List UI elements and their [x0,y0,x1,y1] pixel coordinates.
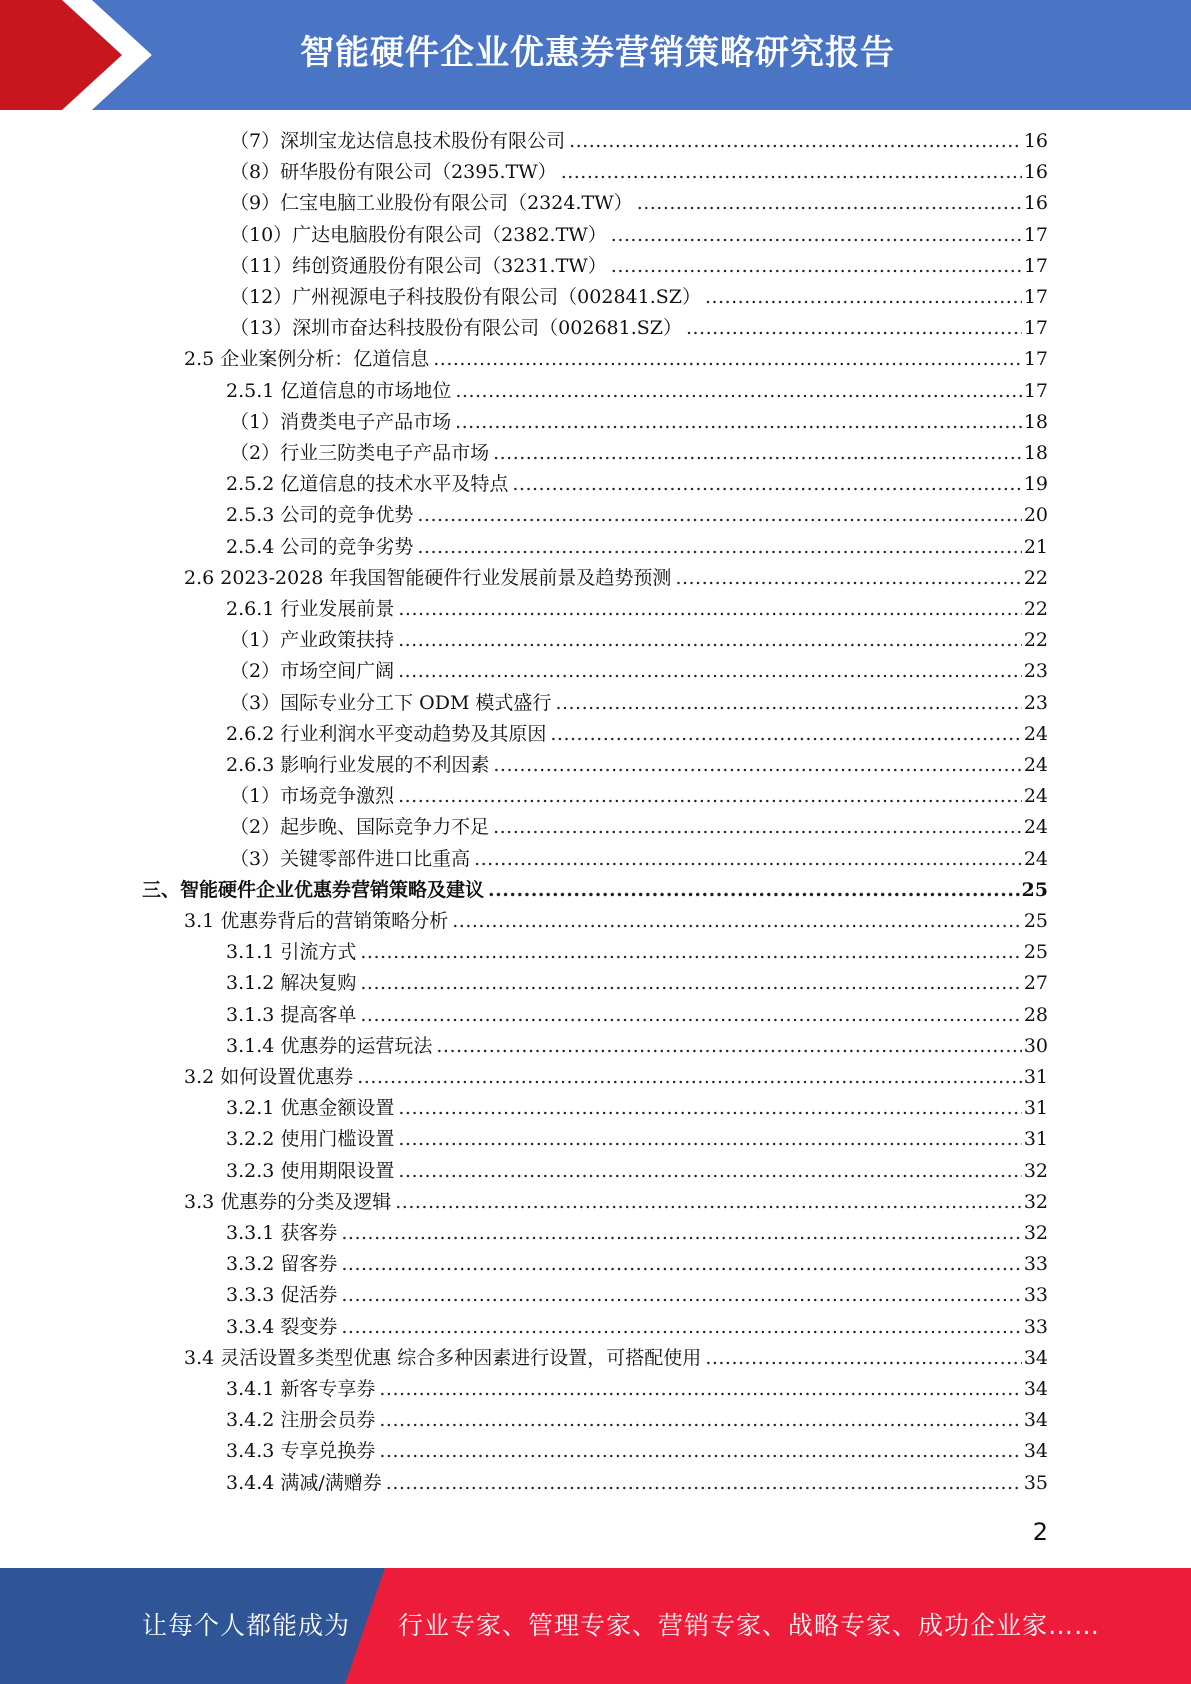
toc-entry[interactable] [226,1280,1048,1311]
toc-entry-label: （3）关键零部件进口比重高 [230,847,471,870]
toc-leader-dots [398,781,1022,812]
toc-entry-page: 24 [1023,785,1048,808]
toc-entry[interactable] [226,1093,1048,1124]
toc-entry-page: 30 [1023,1034,1048,1057]
toc-entry[interactable] [226,1000,1048,1031]
footer-slogan-right: 行业专家、管理专家、营销专家、战略专家、成功企业家…… [398,1611,1101,1640]
toc-entry-page: 24 [1023,816,1048,839]
toc-entry-label: 3.2.2 使用门槛设置 [226,1128,395,1151]
toc-entry-page: 33 [1023,1315,1048,1338]
toc-leader-dots [455,407,1022,438]
toc-entry[interactable] [230,251,1048,282]
toc-leader-dots [360,937,1021,968]
toc-entry-label: （12）广州视源电子科技股份有限公司（002841.SZ） [230,286,701,308]
toc-leader-dots [452,906,1022,937]
toc-entry-page: 17 [1023,317,1048,340]
toc-entry[interactable] [230,812,1048,843]
toc-entry-page: 25 [1023,941,1048,964]
toc-entry-label: （8）研华股份有限公司（2395.TW） [230,161,557,184]
toc-entry-label: 2.6.1 行业发展前景 [226,598,395,620]
toc-leader-dots [637,188,1022,219]
toc-entry[interactable] [230,220,1048,251]
toc-leader-dots [357,1062,1022,1093]
toc-entry-label: 2.5.1 亿道信息的市场地位 [226,379,452,402]
toc-leader-dots [379,1436,1021,1467]
toc-entry[interactable] [226,532,1048,563]
toc-entry-label: 2.5.4 公司的竞争劣势 [226,535,414,558]
page-footer [0,1568,1191,1684]
toc-entry[interactable] [184,1062,1048,1093]
toc-leader-dots [705,1343,1022,1374]
toc-leader-dots [555,688,1021,719]
toc-leader-dots [493,438,1022,469]
toc-leader-dots [512,469,1021,500]
toc-entry[interactable] [230,688,1048,719]
toc-entry-label: （11）纬创资通股份有限公司（3231.TW） [230,254,607,277]
toc-leader-dots [398,656,1022,687]
toc-entry-page: 19 [1023,473,1048,496]
red-chevron-icon [0,0,160,110]
toc-entry-page: 25 [1023,910,1048,932]
toc-entry[interactable] [230,282,1048,313]
toc-entry-label: 3.3.1 获客券 [226,1222,338,1244]
toc-entry[interactable] [226,594,1048,625]
toc-entry[interactable] [230,438,1048,469]
toc-entry[interactable] [184,344,1048,375]
toc-leader-dots [398,1156,1021,1187]
toc-leader-dots [493,812,1022,843]
toc-leader-dots [569,126,1022,157]
toc-entry-page: 20 [1023,504,1048,527]
toc-entry[interactable] [226,1436,1048,1467]
toc-entry[interactable] [226,1374,1048,1405]
toc-entry-label: （1）消费类电子产品市场 [230,410,452,433]
toc-leader-dots [386,1468,1022,1499]
toc-leader-dots [436,1031,1021,1062]
toc-entry-page: 16 [1023,161,1048,184]
toc-entry-page: 33 [1023,1253,1048,1276]
toc-entry-page: 34 [1023,1346,1048,1369]
toc-entry-label: （9）仁宝电脑工业股份有限公司（2324.TW） [230,192,633,215]
toc-entry-label: 3.3.4 裂变券 [226,1315,338,1338]
toc-entry-page: 27 [1023,972,1048,995]
page-number: 2 [1032,1518,1048,1546]
toc-leader-dots [493,750,1021,781]
toc-entry[interactable] [230,126,1048,157]
toc-entry-page: 18 [1023,410,1048,433]
toc-entry[interactable] [230,781,1048,812]
toc-entry-label: 2.6.3 影响行业发展的不利因素 [226,754,490,776]
toc-leader-dots [398,1093,1021,1124]
toc-entry[interactable] [226,1218,1048,1249]
toc-entry-page: 22 [1023,629,1048,652]
toc-entry-page: 28 [1023,1003,1048,1026]
toc-entry-label: 3.4 灵活设置多类型优惠 综合多种因素进行设置，可搭配使用 [184,1346,702,1369]
toc-entry-page: 17 [1023,286,1048,308]
toc-entry-label: 3.4.1 新客专享券 [226,1378,376,1400]
toc-entry[interactable] [230,188,1048,219]
toc-entry-page: 31 [1023,1097,1048,1120]
toc-entry-label: 三、智能硬件企业优惠券营销策略及建议 [142,878,485,901]
toc-entry-page: 22 [1023,598,1048,620]
toc-entry-page: 31 [1023,1066,1048,1088]
toc-leader-dots [474,844,1022,875]
toc-entry-page: 35 [1023,1471,1048,1494]
toc-entry-page: 18 [1023,442,1048,464]
toc-entry[interactable] [226,469,1048,500]
toc-leader-dots [341,1249,1021,1280]
toc-entry-label: （13）深圳市奋达科技股份有限公司（002681.SZ） [230,317,682,340]
toc-entry-label: 3.2.3 使用期限设置 [226,1159,395,1182]
toc-entry[interactable] [226,937,1048,968]
toc-entry[interactable] [142,875,1048,906]
toc-leader-dots [488,875,1020,906]
toc-entry-label: 2.5.3 公司的竞争优势 [226,504,414,527]
toc-leader-dots [433,344,1022,375]
toc-leader-dots [398,594,1021,625]
toc-entry[interactable] [226,1468,1048,1499]
toc-leader-dots [398,1124,1021,1155]
toc-entry-page: 23 [1023,691,1048,714]
toc-leader-dots [455,376,1021,407]
toc-entry-page: 23 [1023,660,1048,683]
toc-entry[interactable] [226,1031,1048,1062]
toc-entry-page: 34 [1023,1378,1048,1400]
toc-entry-label: （3）国际专业分工下 ODM 模式盛行 [230,691,552,714]
report-title: 智能硬件企业优惠券营销策略研究报告 [300,33,895,73]
toc-entry-page: 25 [1021,878,1048,901]
toc-entry-label: 3.1.1 引流方式 [226,941,357,964]
toc-entry-label: 3.1.4 优惠券的运营玩法 [226,1034,433,1057]
toc-entry-label: 3.1.3 提高客单 [226,1003,357,1026]
toc-entry-label: 2.5 企业案例分析：亿道信息 [184,348,430,371]
toc-entry-page: 17 [1023,254,1048,277]
toc-entry[interactable] [226,1124,1048,1155]
toc-entry[interactable] [226,750,1048,781]
toc-entry-label: 3.4.3 专享兑换券 [226,1440,376,1463]
toc-entry-page: 34 [1023,1440,1048,1463]
toc-entry[interactable] [226,376,1048,407]
toc-leader-dots [395,1187,1022,1218]
toc-leader-dots [611,251,1022,282]
toc-entry-page: 32 [1023,1159,1048,1182]
toc-entry-label: 3.2.1 优惠金额设置 [226,1097,395,1120]
toc-leader-dots [341,1218,1021,1249]
toc-entry-label: （1）市场竞争激烈 [230,785,395,808]
toc-entry[interactable] [226,1405,1048,1436]
toc-entry-page: 22 [1023,566,1048,589]
toc-leader-dots [379,1374,1021,1405]
page-header [0,0,1191,110]
toc-leader-dots [379,1405,1021,1436]
toc-entry-label: （2）市场空间广阔 [230,660,395,683]
toc-entry[interactable] [230,656,1048,687]
toc-leader-dots [417,532,1021,563]
toc-leader-dots [360,968,1021,999]
toc-entry-label: 3.2 如何设置优惠券 [184,1066,354,1088]
toc-leader-dots [341,1312,1021,1343]
toc-entry-label: 3.4.2 注册会员券 [226,1409,376,1432]
toc-leader-dots [417,500,1021,531]
toc-leader-dots [611,220,1022,251]
toc-entry-label: （2）起步晚、国际竞争力不足 [230,816,490,839]
toc-entry[interactable] [230,157,1048,188]
toc-entry-page: 32 [1023,1222,1048,1244]
toc-entry[interactable] [226,1156,1048,1187]
toc-entry[interactable] [184,1343,1048,1374]
toc-leader-dots [550,719,1021,750]
toc-entry-page: 32 [1023,1190,1048,1213]
toc-entry-label: 3.1 优惠券背后的营销策略分析 [184,910,449,932]
toc-leader-dots [398,625,1022,656]
toc-entry[interactable] [226,719,1048,750]
toc-entry-page: 24 [1023,754,1048,776]
toc-entry-page: 17 [1023,223,1048,246]
toc-entry-page: 16 [1023,130,1048,152]
toc-entry[interactable] [184,906,1048,937]
toc-entry-label: （1）产业政策扶持 [230,629,395,652]
footer-slogan-left: 让每个人都能成为 [142,1611,351,1640]
toc-entry[interactable] [230,407,1048,438]
toc-entry[interactable] [226,968,1048,999]
toc-entry-page: 33 [1023,1284,1048,1307]
toc-entry[interactable] [230,313,1048,344]
toc-leader-dots [686,313,1022,344]
toc-entry[interactable] [184,1187,1048,1218]
toc-entry-page: 17 [1023,348,1048,371]
toc-entry-page: 24 [1023,847,1048,870]
toc-entry[interactable] [230,625,1048,656]
toc-entry-label: 2.6.2 行业利润水平变动趋势及其原因 [226,722,547,745]
toc-entry-label: 2.5.2 亿道信息的技术水平及特点 [226,473,509,496]
toc-entry[interactable] [226,1312,1048,1343]
toc-entry-label: 3.4.4 满减/满赠券 [226,1471,382,1494]
toc-entry-label: 3.3.3 促活券 [226,1284,338,1307]
toc-entry-page: 34 [1023,1409,1048,1432]
toc-leader-dots [360,1000,1021,1031]
toc-entry[interactable] [226,1249,1048,1280]
toc-entry-label: （10）广达电脑股份有限公司（2382.TW） [230,223,607,246]
toc-leader-dots [341,1280,1021,1311]
toc-entry-label: （7）深圳宝龙达信息技术股份有限公司 [230,130,566,152]
toc-entry-label: 3.3 优惠券的分类及逻辑 [184,1190,392,1213]
toc-entry-label: （2）行业三防类电子产品市场 [230,442,490,464]
toc-leader-dots [675,563,1021,594]
toc-entry-label: 3.3.2 留客券 [226,1253,338,1276]
toc-leader-dots [561,157,1022,188]
toc-entry[interactable] [226,500,1048,531]
toc-entry-page: 16 [1023,192,1048,215]
toc-entry[interactable] [184,563,1048,594]
toc-entry[interactable] [230,844,1048,875]
toc-entry-page: 21 [1023,535,1048,558]
toc-entry-page: 31 [1023,1128,1048,1151]
toc-entry-label: 2.6 2023-2028 年我国智能硬件行业发展前景及趋势预测 [184,566,672,589]
toc-entry-page: 24 [1023,722,1048,745]
toc-leader-dots [705,282,1022,313]
toc-entry-label: 3.1.2 解决复购 [226,972,357,995]
toc-entry-page: 17 [1023,379,1048,402]
